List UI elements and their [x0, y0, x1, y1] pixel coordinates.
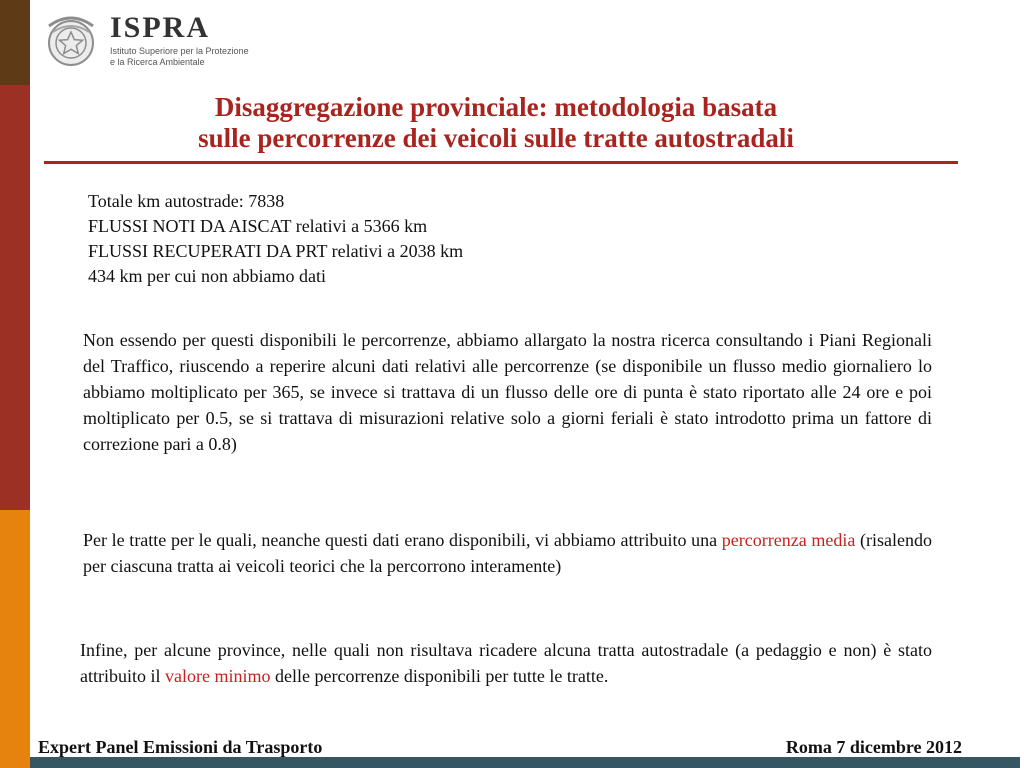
left-accent-bar — [0, 0, 30, 768]
stats-block — [88, 189, 463, 289]
logo-text-block — [110, 8, 249, 68]
title-underline-rule — [44, 161, 958, 164]
footer-event-title: Expert Panel Emissioni da Trasporto — [38, 737, 323, 757]
logo-wordmark: ISPRA — [110, 11, 211, 44]
logo-subtitle — [110, 46, 249, 68]
p3-highlight-valore-minimo: valore minimo — [165, 666, 271, 686]
p2-text-pre: Per le tratte per le quali, neanche questi dati erano disponibili, vi abbiamo attribuito una — [83, 530, 722, 550]
paragraph-methodology: Non essendo per questi disponibili le percorrenze, abbiamo allargato la nostra ricerca consultando i Piani Regionali del Traffico, riuscendo a reperire alcuni dati relativi alle percorrenze (se disponibile un flusso medio giornaliero lo abbiamo moltiplicato per 365, se invece si trattava di un flusso delle ore di punta è stato riportato alle 24 ore e poi moltiplicato per 0.5, se si trattava di misurazioni relative solo a giorni feriali è stato introdotto prima un fattore di correzione pari a 0.8) — [83, 330, 932, 454]
paragraph-percorrenza-media — [83, 527, 932, 579]
footer-date-location: Roma 7 dicembre 2012 — [785, 737, 962, 757]
p2-text-post: (risalendo per ciascuna tratta ai veicoli teorici che la percorrono interamente) — [83, 530, 932, 576]
p2-highlight-percorrenza-media: percorrenza media — [721, 530, 856, 550]
ispra-logo — [40, 8, 249, 70]
p3-text-post: delle percorrenze disponibili per tutte le tratte. — [270, 666, 609, 686]
accent-segment-brown — [0, 0, 30, 85]
paragraph-valore-minimo — [80, 637, 932, 689]
slide-title-line1: Disaggregazione provinciale: metodologia basata — [214, 92, 778, 122]
stat-flussi-recuperati: FLUSSI RECUPERATI DA PRT relativi a 2038 km — [88, 241, 464, 261]
slide-title — [60, 92, 932, 154]
logo-subtitle-line2: e la Ricerca Ambientale — [110, 57, 205, 67]
stat-total-km: Totale km autostrade: 7838 — [88, 191, 285, 211]
bottom-accent-bar — [30, 757, 1020, 768]
logo-subtitle-line1: Istituto Superiore per la Protezione — [110, 46, 249, 56]
p3-text-pre: Infine, per alcune province, nelle quali non risultava ricadere alcuna tratta autostradale (a pedaggio e non) è stato attribuito il — [80, 640, 932, 686]
accent-segment-orange — [0, 510, 30, 768]
stat-km-senza-dati: 434 km per cui non abbiamo dati — [88, 266, 326, 286]
ispra-eagle-emblem-icon — [40, 8, 102, 70]
stat-flussi-noti: FLUSSI NOTI DA AISCAT relativi a 5366 km — [88, 216, 428, 236]
slide-title-line2: sulle percorrenze dei veicoli sulle tratte autostradali — [198, 123, 794, 153]
accent-segment-red — [0, 85, 30, 510]
